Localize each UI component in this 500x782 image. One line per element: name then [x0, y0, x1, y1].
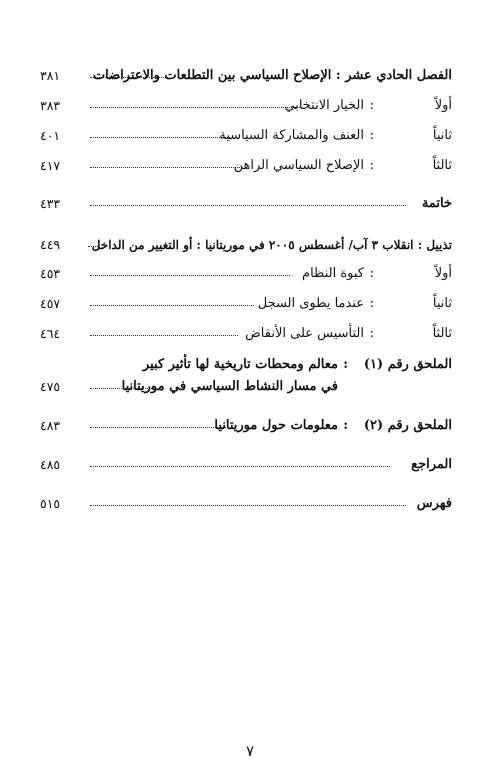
toc-entry-index [40, 494, 452, 514]
ordinal-label: أولاً [434, 98, 452, 113]
page-number: ٤٧٥ [40, 379, 61, 394]
dot-leader [90, 275, 290, 276]
toc-entry-conclusion [40, 194, 452, 214]
separator-colon: : [369, 128, 374, 143]
toc-entry-appendix [40, 235, 452, 255]
separator-colon: : [335, 68, 341, 83]
section-title: كبوة النظام [302, 266, 364, 281]
separator-colon: : [369, 326, 374, 341]
chapter-title: الإصلاح السياسي بين التطلعات والاعتراضات [92, 68, 332, 83]
page-number: ٣٨١ [40, 68, 61, 83]
page-number: ٤٦٤ [40, 326, 61, 341]
section-title: العنف والمشاركة السياسية [219, 128, 364, 143]
page-number: ٤١٧ [40, 158, 61, 173]
toc-sub-entry [40, 294, 452, 314]
ordinal-label: ثالثاً [432, 326, 452, 341]
toc-entry-chapter-11 [40, 66, 452, 86]
dot-leader [90, 167, 240, 168]
page-number: ٤٤٩ [40, 237, 61, 252]
appendix-title: انقلاب ٣ آب/ أغسطس ٢٠٠٥ في موريتانيا : أو التغيير من الداخل [91, 238, 414, 252]
appendix-label: تذييل [426, 238, 452, 252]
separator-colon: : [343, 357, 348, 372]
page-number: ٣٨٣ [40, 98, 61, 113]
dot-leader [90, 205, 406, 206]
page-number: ٤٨٥ [40, 457, 61, 472]
toc-entry-annex-2 [40, 416, 452, 436]
annex-title-line-1: معالم ومحطات تاريخية لها تأثير كبير [142, 357, 338, 372]
dot-leader [90, 107, 302, 108]
page-number: ٤٠١ [40, 128, 61, 143]
separator-colon: : [369, 158, 374, 173]
toc-entry-annex-1 [40, 355, 452, 375]
page-number: ٤٣٣ [40, 196, 61, 211]
entry-heading: خاتمة [421, 196, 452, 211]
toc-sub-entry [40, 264, 452, 284]
entry-heading: المراجع [411, 457, 452, 472]
separator-colon: : [369, 98, 374, 113]
ordinal-label: أولاً [434, 266, 452, 281]
ordinal-label: ثالثاً [432, 158, 452, 173]
annex-label: الملحق رقم (٢) [363, 418, 452, 433]
section-title: عندما يطوى السجل [257, 296, 364, 311]
entry-heading [93, 66, 452, 86]
entry-heading: فهرس [416, 496, 452, 511]
page-footer-number: ٧ [245, 742, 255, 760]
ordinal-label: ثانياً [432, 128, 452, 143]
dot-leader [90, 427, 226, 428]
page-number: ٥١٥ [40, 496, 61, 511]
toc-entry-annex-1-line-2 [40, 377, 452, 397]
separator-colon: : [343, 418, 348, 433]
dot-leader [90, 466, 390, 467]
toc-sub-entry [40, 126, 452, 146]
section-title: الخيار الانتخابي [284, 98, 364, 113]
separator-colon: : [369, 266, 374, 281]
toc-sub-entry [40, 324, 452, 344]
toc-sub-entry [40, 96, 452, 116]
annex-label: الملحق رقم (١) [363, 357, 452, 372]
annex-title: معلومات حول موريتانيا [214, 418, 338, 433]
section-title: التأسيس على الأنقاض [245, 326, 364, 341]
separator-colon: : [417, 238, 423, 252]
dot-leader [90, 305, 254, 306]
page-number: ٤٥٧ [40, 296, 61, 311]
dot-leader [90, 335, 238, 336]
chapter-label: الفصل الحادي عشر [345, 68, 452, 83]
toc-entry-references [40, 455, 452, 475]
toc-sub-entry [40, 156, 452, 176]
ordinal-label: ثانياً [432, 296, 452, 311]
page-number: ٤٨٣ [40, 418, 61, 433]
dot-leader [90, 137, 230, 138]
separator-colon: : [369, 296, 374, 311]
dot-leader [90, 505, 406, 506]
page-number: ٤٥٣ [40, 266, 61, 281]
annex-title-line-2: في مسار النشاط السياسي في موريتانيا [121, 379, 338, 394]
section-title: الإصلاح السياسي الراهن [233, 158, 364, 173]
entry-heading [92, 235, 452, 255]
